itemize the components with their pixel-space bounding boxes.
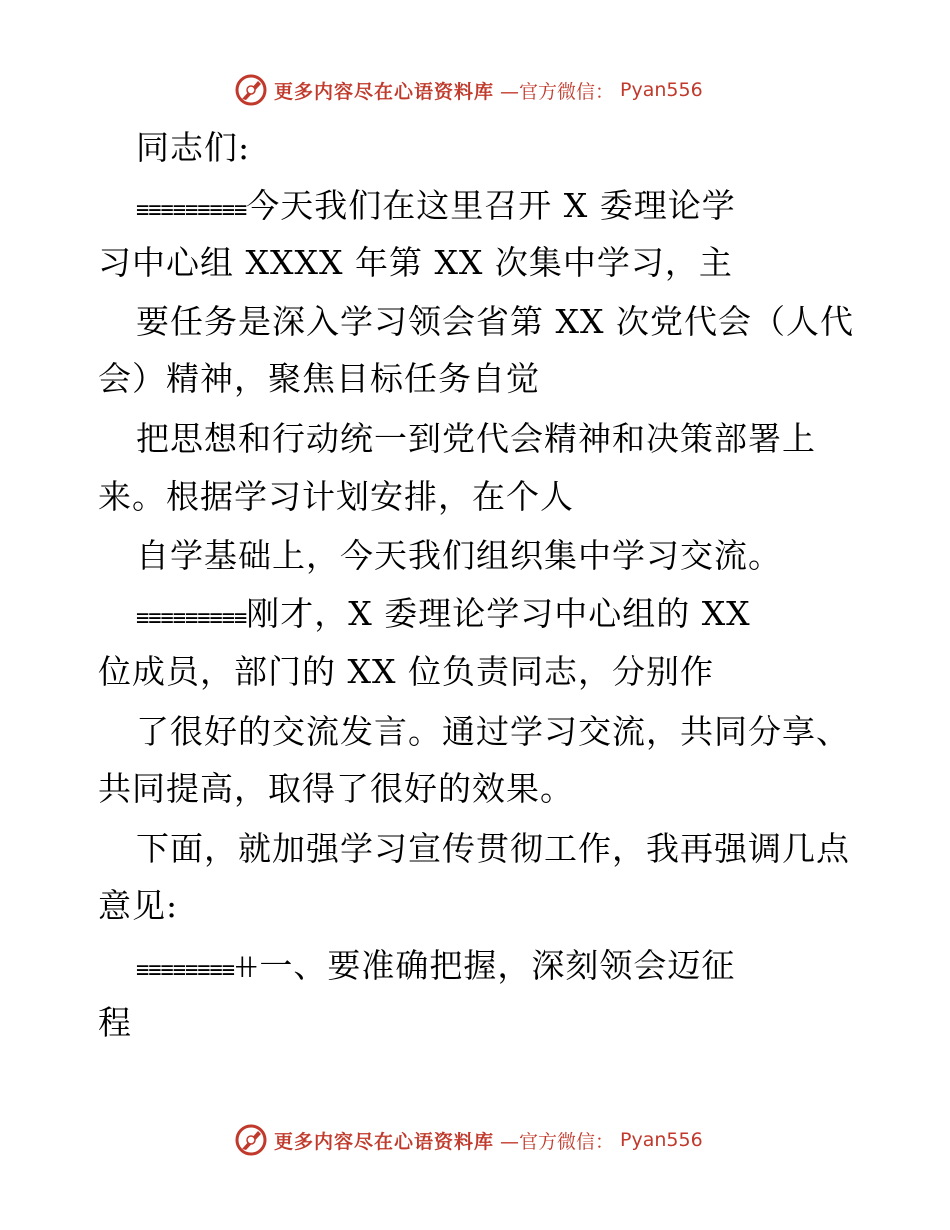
body-line-16 xyxy=(98,1003,132,1043)
watermark-separator: —官方微信： xyxy=(500,1130,615,1153)
line-text: 一、要准确把握，深刻领会迈征 xyxy=(259,946,736,985)
body-line-13 xyxy=(136,829,850,869)
watermark-id: Pyan556 xyxy=(620,1129,703,1151)
line-text: 下面，就加强学习宣传贯彻工作，我再强调几点 xyxy=(136,829,850,868)
line-text: 程 xyxy=(98,1003,132,1042)
line-marks: ≡≡≡≡≡≡≡≡ xyxy=(136,958,234,983)
watermark-text: 更多内容尽在心语资料库 xyxy=(274,1130,495,1153)
watermark-separator: —官方微信： xyxy=(500,80,615,103)
line-text: 把思想和行动统一到党代会精神和决策部署上 xyxy=(136,419,816,458)
body-line-5 xyxy=(98,359,540,399)
header-watermark xyxy=(234,70,703,110)
watermark-text: 更多内容尽在心语资料库 xyxy=(274,80,495,103)
line-text: 同志们: xyxy=(136,128,251,167)
body-line-15 xyxy=(136,946,735,991)
line-text: 习中心组 XXXX 年第 XX 次集中学习，主 xyxy=(98,243,733,282)
line-text: 了很好的交流发言。通过学习交流，共同分享、 xyxy=(136,712,850,751)
line-text: 今天我们在这里召开 X 委理论学 xyxy=(246,186,736,225)
line-text: 来。根据学习计划安排，在个人 xyxy=(98,477,574,516)
watermark-id: Pyan556 xyxy=(620,79,703,101)
line-text: 位成员，部门的 XX 位负责同志，分别作 xyxy=(98,652,714,691)
line-marks: ≡≡≡≡≡≡≡≡≡ xyxy=(136,606,247,631)
line-text: 自学基础上，今天我们组织集中学习交流。 xyxy=(136,536,782,575)
line-text: 刚才，X 委理论学习中心组的 XX xyxy=(246,594,751,633)
line-text: 会）精神，聚焦目标任务自觉 xyxy=(98,359,540,398)
line-marks: ≡≡≡≡≡≡≡≡≡ xyxy=(136,198,247,223)
footer-watermark xyxy=(234,1120,703,1160)
quill-logo-icon xyxy=(234,1123,268,1157)
ornament-icon: ꔠ xyxy=(233,951,260,984)
body-line-4 xyxy=(136,302,854,342)
body-line-1 xyxy=(136,128,250,168)
body-line-14 xyxy=(98,886,178,926)
line-text: 共同提高，取得了很好的效果。 xyxy=(98,769,574,808)
body-line-10 xyxy=(98,652,714,692)
body-line-9 xyxy=(136,594,751,639)
body-line-3 xyxy=(98,243,733,283)
body-line-12 xyxy=(98,769,574,809)
body-line-7 xyxy=(98,477,574,517)
line-text: 要任务是深入学习领会省第 XX 次党代会（人代 xyxy=(136,302,854,341)
body-line-6 xyxy=(136,419,816,459)
quill-logo-icon xyxy=(234,73,268,107)
line-text: 意见: xyxy=(98,886,179,925)
body-line-11 xyxy=(136,712,850,752)
body-line-8 xyxy=(136,536,782,576)
body-line-2 xyxy=(136,186,736,231)
